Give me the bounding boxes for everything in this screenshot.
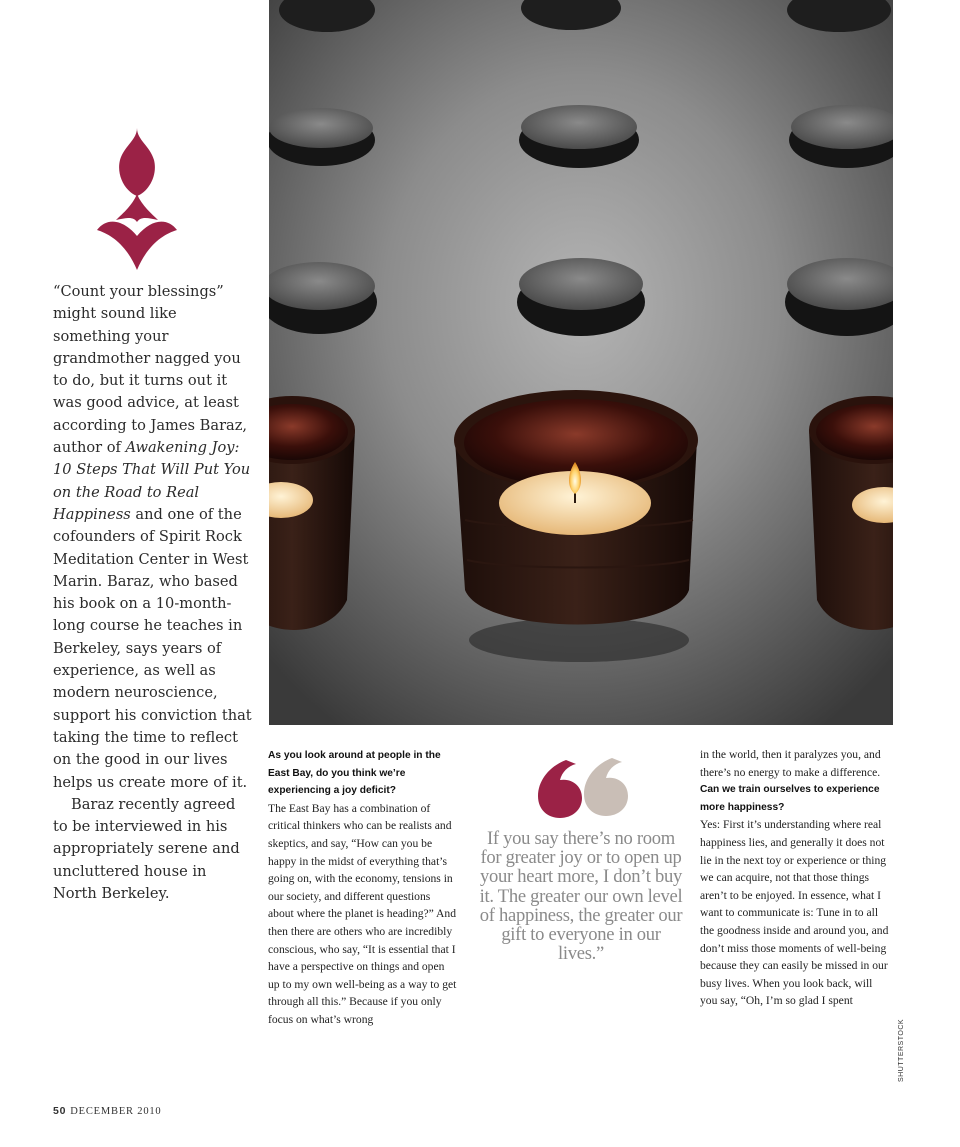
book-title: Awakening Joy: 10 Steps That Will Put You on the Road to Real Happiness xyxy=(53,439,251,523)
answer-2: Yes: First it’s understanding where real happiness lies, and generally it does not lie in the next toy or experience or thing we can acquire, not that those things aren’t to be enjoyed. In essence, what I want to communicate is: Tune in to all the goodness inside and around you, and don’t miss those moments of well-being because they can easily be missed in our busy lives. When you look back, will you say, “Oh, I’m so glad I spent xyxy=(700,818,889,1008)
interview-column-2 xyxy=(700,746,890,1010)
answer-1-continued: in the world, then it paralyzes you, and there’s no energy to make a difference. xyxy=(700,748,881,779)
folio xyxy=(53,1105,161,1117)
intro-text-b: and one of the cofounders of Spirit Rock Meditation Center in West Marin. Baraz, who based his book on a 10-month-long course he teaches in Berkeley, says years of experience, as well as modern neuroscience, support his conviction that taking the time to reflect on the good in our lives helps us create more of it. xyxy=(53,505,252,791)
lotus-bud-ornament-icon xyxy=(92,126,182,272)
photo-credit: SHUTTERSTOCK xyxy=(898,1018,905,1082)
issue-date: DECEMBER 2010 xyxy=(70,1106,162,1117)
intro-paragraph-2: Baraz recently agreed to be interviewed in his appropriately serene and uncluttered house in North Berkeley. xyxy=(53,795,240,903)
question-2: Can we train ourselves to experience more happiness? xyxy=(700,784,880,813)
question-1: As you look around at people in the East Bay, do you think we’re experiencing a joy deficit? xyxy=(268,750,441,797)
interview-column-1 xyxy=(268,747,458,1029)
pull-quote: If you say there’s no room for greater joy or to open up your heart more, I don’t buy it. The greater our own level of happiness, the greater our gift to everyone in our lives.” xyxy=(479,828,683,965)
intro-text xyxy=(53,281,253,905)
candles-photo xyxy=(269,0,893,725)
intro-text-a: “Count your blessings” might sound like something your grandmother nagged you to do, but it turns out it was good advice, at least according to James Baraz, author of xyxy=(53,283,248,457)
open-quote-marks-icon xyxy=(536,752,630,822)
intro-paragraph-1 xyxy=(53,281,253,794)
page-number: 50 xyxy=(53,1105,67,1117)
answer-1: The East Bay has a combination of critical thinkers who can be realists and skeptics, and say, “How can you be happy in the midst of everything that’s going on, with the economy, tensions in our society, and different questions about where the planet is heading?” And then there are others who are incredibly conscious, who say, “It is essential that I have a perspective on things and open up to my own well-being as a way to get through all this.” Because if you only focus on what’s wrong xyxy=(268,801,457,1026)
